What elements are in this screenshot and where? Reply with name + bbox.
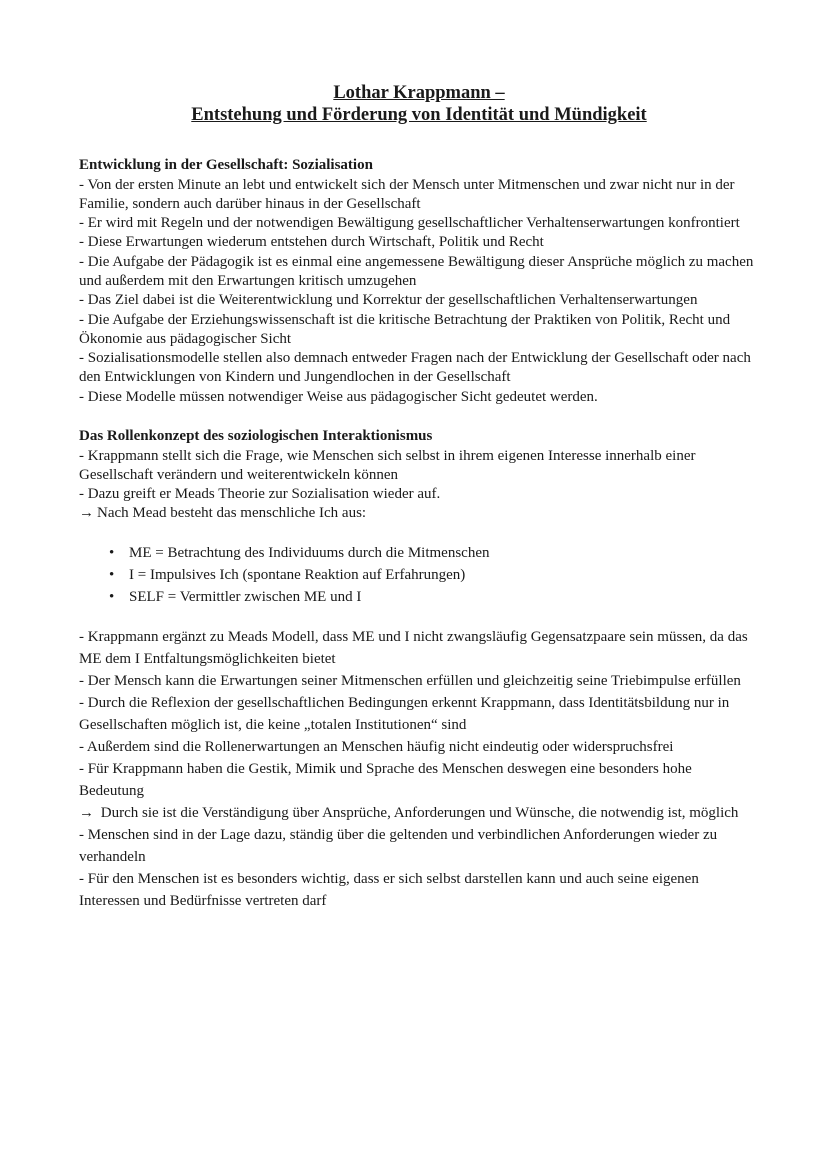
title-line-1: Lothar Krappmann – [333,83,505,103]
paragraph: - Für Krappmann haben die Gestik, Mimik und Sprache des Menschen deswegen eine besonders hohe Bedeutung [79,760,692,799]
bullet-icon: • [109,544,115,561]
list-item [109,586,759,608]
paragraph: - Für den Menschen ist es besonders wichtig, dass er sich selbst darstellen kann und auch seine eigenen Interessen und Bedürfnisse vertreten darf [79,870,699,909]
list-item [109,542,759,564]
paragraph: - Menschen sind in der Lage dazu, ständig über die geltenden und verbindlichen Anforderungen wieder zu verhandeln [79,826,718,865]
document-page [79,82,759,912]
section-heading: Das Rollenkonzept des soziologischen Interaktionismus [79,428,433,445]
paragraph: - Diese Erwartungen wiederum entstehen durch Wirtschaft, Politik und Recht [79,234,544,251]
paragraph: - Krappmann ergänzt zu Meads Modell, dass ME und I nicht zwangsläufig Gegensatzpaare sein müssen, da das ME dem I Entfaltungsmöglichkeiten bietet [79,628,748,667]
paragraph: - Dazu greift er Meads Theorie zur Sozialisation wieder auf. [79,486,441,503]
paragraph: - Er wird mit Regeln und der notwendigen Bewältigung gesellschaftlicher Verhaltenserwartungen konfrontiert [79,215,740,232]
arrow-paragraph [79,802,759,824]
section-rollenkonzept [79,427,759,912]
paragraph: - Krappmann stellt sich die Frage, wie Menschen sich selbst in ihrem eigenen Interesse innerhalb einer Gesellschaft verändern und weiterentwickeln können [79,447,696,483]
paragraph: - Sozialisationsmodelle stellen also demnach entweder Fragen nach der Entwicklung der Gesellschaft oder nach den Entwicklungen von Kindern und Jungendlochen in der Gesellschaft [79,350,751,386]
paragraph: - Die Aufgabe der Pädagogik ist es einmal eine angemessene Bewältigung dieser Ansprüche möglich zu machen und außerdem mit den Erwartungen kritisch umzugehen [79,253,754,289]
paragraph: - Der Mensch kann die Erwartungen seiner Mitmenschen erfüllen und gleichzeitig seine Triebimpulse erfüllen [79,672,741,689]
list-item [109,564,759,586]
section-heading: Entwicklung in der Gesellschaft: Sozialisation [79,157,373,173]
paragraph: - Von der ersten Minute an lebt und entwickelt sich der Mensch unter Mitmenschen und zwar nicht nur in der Familie, sondern auch darüber hinaus in der Gesellschaft [79,176,735,212]
section-sozialisation [79,156,759,407]
arrow-text: Durch sie ist die Verständigung über Ansprüche, Anforderungen und Wünsche, die notwendig ist, möglich [100,804,739,821]
right-arrow-icon: → [79,804,94,821]
right-arrow-icon: → [79,505,94,522]
arrow-paragraph [79,504,759,523]
list-item-text: SELF = Vermittler zwischen ME und I [129,588,362,605]
title-line-2: Entstehung und Förderung von Identität und Mündigkeit [191,105,647,125]
bullet-list [79,542,759,608]
paragraph: - Das Ziel dabei ist die Weiterentwicklung und Korrektur der gesellschaftlichen Verhaltenserwartungen [79,292,698,309]
document-title [79,82,759,126]
paragraph: - Diese Modelle müssen notwendiger Weise aus pädagogischer Sicht gedeutet werden. [79,388,598,405]
paragraph: - Durch die Reflexion der gesellschaftlichen Bedingungen erkennt Krappmann, dass Identitätsbildung nur in Gesellschaften möglich ist, die keine „totalen Institutionen“ sind [79,694,730,733]
arrow-text: Nach Mead besteht das menschliche Ich aus: [97,505,367,522]
list-item-text: ME = Betrachtung des Individuums durch die Mitmenschen [129,544,490,561]
bullet-icon: • [109,566,115,583]
paragraph: - Außerdem sind die Rollenerwartungen an Menschen häufig nicht eindeutig oder widerspruchsfrei [79,738,674,755]
paragraph: - Die Aufgabe der Erziehungswissenschaft ist die kritische Betrachtung der Praktiken von Politik, Recht und Ökonomie aus pädagogischer Sicht [79,311,731,347]
list-item-text: I = Impulsives Ich (spontane Reaktion auf Erfahrungen) [129,566,466,583]
bullet-icon: • [109,588,115,605]
